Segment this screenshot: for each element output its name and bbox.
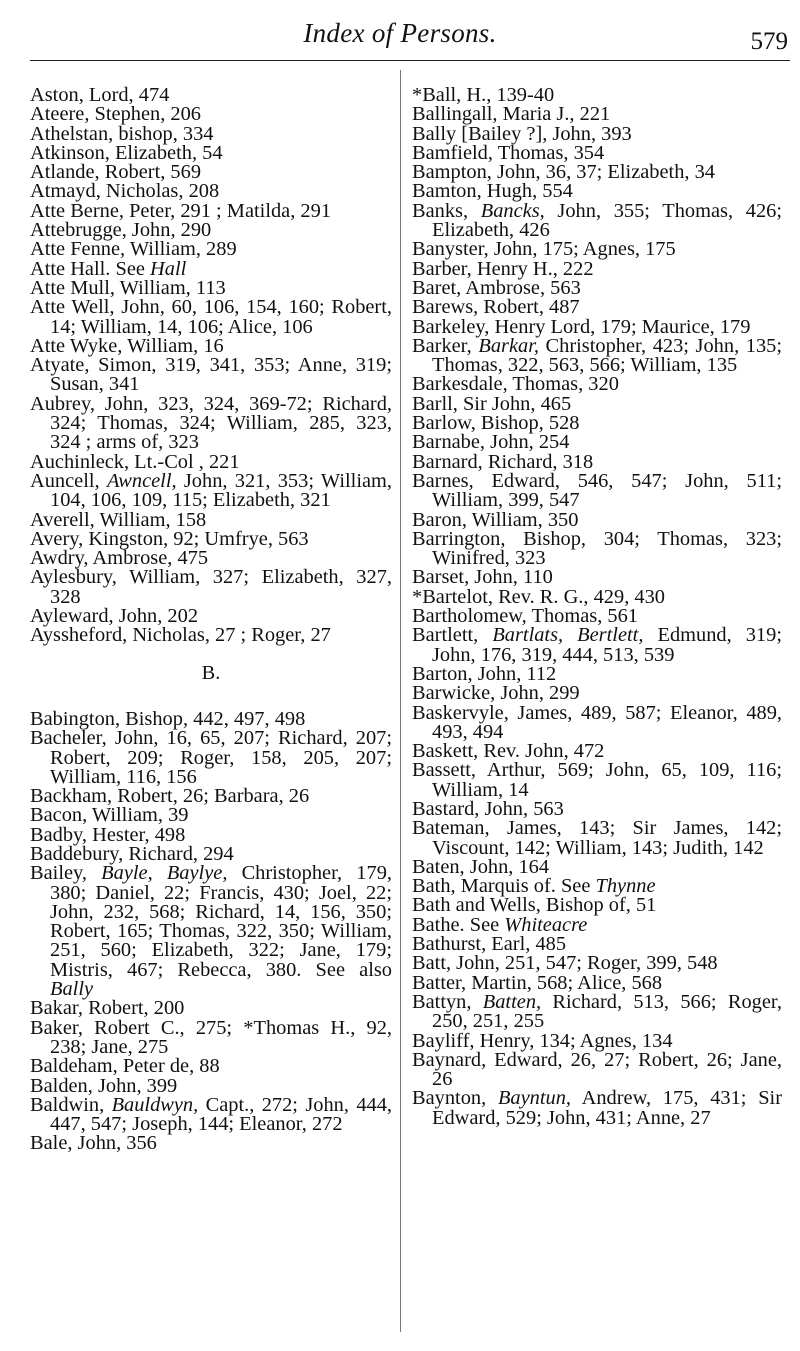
entry-text: Bathe. See <box>412 913 505 936</box>
index-entry: Bayliff, Henry, 134; Agnes, 134 <box>412 1029 673 1052</box>
index-entry: Ayssheford, Nicholas, 27 ; Roger, 27 <box>30 624 331 647</box>
index-entry: Banyster, John, 175; Agnes, 175 <box>412 238 676 261</box>
right-column <box>412 86 782 1128</box>
index-entry: Batter, Martin, 568; Alice, 568 <box>412 971 663 994</box>
index-entry: Baron, William, 350 <box>412 508 579 531</box>
entries-b <box>30 707 392 1155</box>
cross-reference: Whiteacre <box>504 913 588 936</box>
entry-text: Atte Hall. See <box>30 257 151 280</box>
entry-text: Banks, <box>412 199 481 222</box>
index-entry: Atkinson, Elizabeth, 54 <box>30 141 223 164</box>
running-title: Index of Persons. <box>303 18 497 48</box>
index-entry: Bath and Wells, Bishop of, 51 <box>412 894 657 917</box>
index-entry: Ballingall, Maria J., 221 <box>412 103 611 126</box>
variant-spelling: Bayntun, <box>497 1087 571 1110</box>
index-entry: Ayleward, John, 202 <box>30 605 199 628</box>
index-entry: Awdry, Ambrose, 475 <box>30 547 209 570</box>
entry-text: Barker, <box>412 334 479 357</box>
entry-text: Auncell, <box>30 469 107 492</box>
index-entry <box>412 334 783 377</box>
index-entry: Barkeley, Henry Lord, 179; Maurice, 179 <box>412 315 751 338</box>
index-entry: Baskett, Rev. John, 472 <box>412 740 605 763</box>
entry-text: Christopher, 423; John, 135; Thomas, 322, 563, 566; William, 135 <box>432 334 783 377</box>
index-entry: Badby, Hester, 498 <box>30 823 186 846</box>
entry-text: Baldwin, <box>30 1093 112 1116</box>
index-entry: Backham, Robert, 26; Barbara, 26 <box>30 785 310 808</box>
index-entry: Baldeham, Peter de, 88 <box>30 1055 220 1078</box>
index-entry: Barews, Robert, 487 <box>412 296 580 319</box>
entry-text: John, 321, 353; William, 104, 106, 109, 115; Elizabeth, 321 <box>50 469 392 512</box>
entry-text: Bailey, <box>30 862 102 885</box>
entry-text: Bath, Marquis of. See <box>412 875 596 898</box>
section-letter: B. <box>201 661 221 684</box>
cross-reference: Thynne <box>595 875 656 898</box>
entry-text: Richard, 513, 566; Roger, 250, 251, 255 <box>432 990 782 1033</box>
index-entry: Bateman, James, 143; Sir James, 142; Viscount, 142; William, 143; Judith, 142 <box>412 817 782 859</box>
index-entry: Bastard, John, 563 <box>412 797 564 820</box>
index-entry: Baker, Robert C., 275; *Thomas H., 92, 238; Jane, 275 <box>30 1016 392 1058</box>
index-entry: *Bartelot, Rev. R. G., 429, 430 <box>412 585 665 608</box>
index-entry: Balden, John, 399 <box>30 1074 178 1097</box>
index-entry: Barnes, Edward, 546, 547; John, 511; William, 399, 547 <box>412 469 782 512</box>
index-entry: Barrington, Bishop, 304; Thomas, 323; Winifred, 323 <box>412 527 782 570</box>
index-entry: Aston, Lord, 474 <box>30 84 170 106</box>
cross-reference: Bally <box>50 978 94 1001</box>
index-entry: Barkesdale, Thomas, 320 <box>412 373 619 396</box>
index-entry: Baten, John, 164 <box>412 855 550 878</box>
index-entry: Batt, John, 251, 547; Roger, 399, 548 <box>412 952 718 975</box>
index-entry <box>30 864 392 999</box>
index-entry: Bamfield, Thomas, 354 <box>412 141 605 164</box>
entry-text: Baynton, <box>412 1087 498 1110</box>
page-number: 579 <box>750 28 788 55</box>
index-entry: Bale, John, 356 <box>30 1132 157 1155</box>
index-entry: Avery, Kingston, 92; Umfrye, 563 <box>30 527 309 550</box>
index-entry: Aylesbury, William, 327; Elizabeth, 327, 328 <box>30 566 392 608</box>
index-entry: Barlow, Bishop, 528 <box>412 412 580 435</box>
variant-spelling: Awncell, <box>106 469 177 492</box>
index-entry: Atmayd, Nicholas, 208 <box>30 180 220 203</box>
index-entry: Barnard, Richard, 318 <box>412 450 594 473</box>
header-rule <box>30 60 790 61</box>
index-entry: Baynard, Edward, 26, 27; Robert, 26; Jane, 26 <box>412 1048 782 1091</box>
index-entry: Baret, Ambrose, 563 <box>412 276 581 299</box>
index-entry: Barwicke, John, 299 <box>412 682 580 705</box>
index-entry: Bally [Bailey ?], John, 393 <box>412 122 632 145</box>
entry-text: Bartlett, <box>412 624 493 647</box>
variant-spelling: Bayle, Baylye, <box>101 862 228 885</box>
variant-spelling: Bauldwyn, <box>111 1093 199 1116</box>
index-entry <box>412 990 782 1033</box>
variant-spelling: Bartlats, Bertlett, <box>492 624 644 647</box>
variant-spelling: Batten, <box>482 990 542 1013</box>
index-entry <box>412 626 782 665</box>
index-entry: Atyate, Simon, 319, 341, 353; Anne, 319; Susan, 341 <box>30 354 392 396</box>
entry-text: John, 355; Thomas, 426; Elizabeth, 426 <box>432 199 782 242</box>
index-entry: Bamton, Hugh, 554 <box>412 180 573 203</box>
page-header <box>0 18 800 58</box>
index-entry: Atte Well, John, 60, 106, 154, 160; Robert, 14; William, 14, 106; Alice, 106 <box>30 296 392 338</box>
index-entry: Barll, Sir John, 465 <box>412 392 572 415</box>
entry-text: Capt., 272; John, 444, 447, 547; Joseph, 144; Eleanor, 272 <box>50 1093 392 1136</box>
entry-text: Andrew, 175, 431; Sir Edward, 529; John, 431; Anne, 27 <box>432 1087 783 1129</box>
entries-a <box>30 86 392 646</box>
index-entry: Bassett, Arthur, 569; John, 65, 109, 116; William, 14 <box>412 759 782 801</box>
index-entry: Barton, John, 112 <box>412 662 557 685</box>
index-entry: Bampton, John, 36, 37; Elizabeth, 34 <box>412 161 715 184</box>
index-entry: Bathurst, Earl, 485 <box>412 933 567 956</box>
index-entry: Atte Fenne, William, 289 <box>30 238 237 261</box>
index-entry: Bacheler, John, 16, 65, 207; Richard, 207; Robert, 209; Roger, 158, 205, 207; William, 116, 156 <box>30 727 392 788</box>
index-entry: Bartholomew, Thomas, 561 <box>412 605 638 628</box>
index-entry: Barber, Henry H., 222 <box>412 257 594 280</box>
entry-text: Edmund, 319; John, 176, 319, 444, 513, 539 <box>432 624 782 666</box>
variant-spelling: Bancks, <box>480 199 545 222</box>
index-entry: Barnabe, John, 254 <box>412 431 570 454</box>
index-entry: Atlande, Robert, 569 <box>30 161 202 184</box>
index-entry: Baddebury, Richard, 294 <box>30 842 234 865</box>
index-entry: Babington, Bishop, 442, 497, 498 <box>30 707 306 730</box>
index-entry: Baskervyle, James, 489, 587; Eleanor, 489, 493, 494 <box>412 701 782 743</box>
index-entry: Attebrugge, John, 290 <box>30 219 212 242</box>
index-entry <box>412 199 782 242</box>
index-entry <box>412 1089 782 1128</box>
variant-spelling: Barkar, <box>478 334 539 357</box>
index-entry: Atte Berne, Peter, 291 ; Matilda, 291 <box>30 199 332 222</box>
index-entry: Bacon, William, 39 <box>30 804 189 827</box>
index-entry: Averell, William, 158 <box>30 508 207 531</box>
index-entry: Barset, John, 110 <box>412 566 553 589</box>
entry-text: Christopher, 179, 380; Daniel, 22; Francis, 430; Joel, 22; John, 232, 568; Richard, 14, 156, 350; Robert, 165; Thomas, 322, 350; William, 251, 560; Elizabeth, 322; Jane, 179; Mistris, 467; Rebecca, 380. See also <box>50 862 392 981</box>
index-entry: Atte Mull, William, 113 <box>30 276 226 299</box>
index-entry: Aubrey, John, 323, 324, 369-72; Richard, 324; Thomas, 324; William, 285, 323, 324 ; arms of, 323 <box>30 392 392 454</box>
index-entry: *Ball, H., 139-40 <box>412 84 555 106</box>
index-entry: Athelstan, bishop, 334 <box>30 122 214 145</box>
index-entry: Auchinleck, Lt.-Col , 221 <box>30 450 240 473</box>
entry-text: Battyn, <box>412 990 483 1013</box>
index-entry <box>30 469 392 512</box>
column-divider <box>400 70 401 1332</box>
index-entry <box>30 1093 392 1136</box>
cross-reference: Hall <box>150 257 187 280</box>
index-entry: Bakar, Robert, 200 <box>30 997 185 1020</box>
index-entry: Ateere, Stephen, 206 <box>30 103 202 126</box>
left-column <box>30 86 392 1154</box>
index-entry: Atte Wyke, William, 16 <box>30 334 224 357</box>
